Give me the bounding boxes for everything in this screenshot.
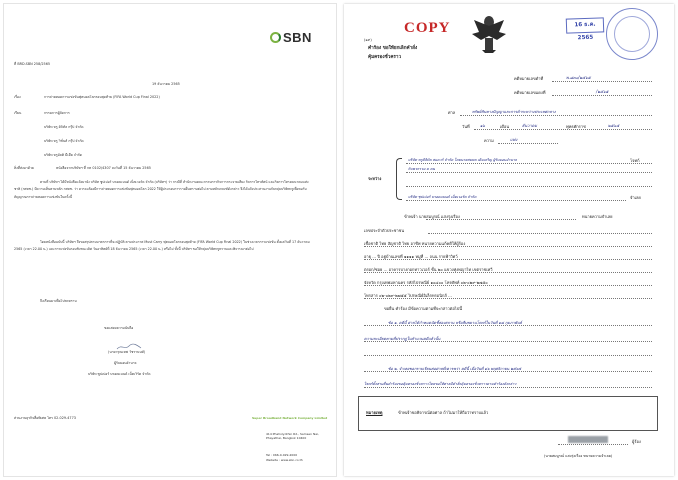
reference-number: ที่ BRD.SBN 258/2565 bbox=[14, 62, 51, 66]
race-row: เชื้อชาติ ไทย สัญชาติ ไทย อาชีพ ทนายความแก้คดีให้ผู้ร้อง bbox=[364, 241, 466, 246]
plaintiff-name: บริษัท ทรูดิจิทัล สแควร์ จำกัด โดยนายสมพล เติมเจริญ ผู้รับมอบอำนาจ bbox=[408, 158, 517, 162]
court-name: ทรัพย์สินทางปัญญาและการค้าระหว่างประเทศกลาง bbox=[472, 109, 556, 114]
form-number: (๑๙) bbox=[364, 38, 372, 42]
court-label: ศาล bbox=[448, 110, 456, 115]
signature-mark bbox=[116, 336, 142, 344]
recipient-4: บริษัท ทรูมัลติ มีเดีย จำกัด bbox=[44, 153, 82, 157]
signer-name: (นายวรุณเทพ วัชรานนท์) bbox=[108, 350, 146, 354]
applicant-line: ข้าพเจ้า นายสมบูรณ์ แสงรุ่งเรือง bbox=[404, 214, 460, 219]
footer-address: 414 Phaholyothin Rd., Samsen Nai, Phayathai, Bangkok 10400 bbox=[266, 432, 319, 441]
item-2: ข้อ ๒. จำเลยขอกราบเรียนต่อศาลที่เคารพว่า คดีนี้ เมื่อวันที่ ๑๖ พฤศจิกายน ๒๕๖๕ bbox=[388, 366, 522, 371]
red-case-number: /๒๕๖๕ bbox=[596, 89, 609, 94]
footer-tel: Tel : 066-0-029-2000 bbox=[266, 453, 298, 457]
court-form-page bbox=[344, 4, 674, 476]
logo-text: SBN bbox=[283, 30, 312, 45]
footer-website: Website : www.sbn.co.th bbox=[266, 458, 303, 462]
black-case-number: พ.๘๓๐/๒๕๖๕ bbox=[566, 75, 591, 80]
signer-name-line: (นายสมบูรณ์ แสงรุ่งเรือง ทนายความจำเลย) bbox=[544, 454, 613, 458]
between-bracket bbox=[396, 158, 402, 200]
subject-label: เรื่อง bbox=[14, 95, 21, 99]
date-day: ๑๖ bbox=[480, 123, 486, 128]
black-case-label: คดีหมายเลขดำที่ bbox=[514, 76, 544, 81]
enclosure-label: สิ่งที่ส่งมาด้วย bbox=[14, 166, 34, 170]
plaintiff-role: โจทก์ bbox=[630, 158, 640, 163]
applicant-role: ทนายความจำเลย bbox=[582, 214, 613, 219]
signer-company: บริษัท ซูปเปอร์ บรอดแบนด์ เน็ตเวิร์ค จำกัด bbox=[88, 372, 151, 376]
letter-page bbox=[4, 4, 336, 476]
lane-row: ตรอก/ซอย ... อาคารบางกอกทาวเวอร์ ชั้น ๒๐ แขวงทุ่งพญาไท เขตราชเทวี bbox=[364, 267, 493, 272]
case-type: แพ่ง bbox=[510, 137, 518, 142]
footer-company: Super Broadband Network Company Limited bbox=[252, 416, 328, 420]
defendant-name: บริษัท ซุปเปอร์ บรอดแบนด์ เน็ตเวอร์ค จำกัด bbox=[408, 195, 477, 199]
plaintiff-extra: กับพวกรวม ๓ คน bbox=[408, 167, 435, 171]
paragraph-3: จึงเรียนมาเพื่อโปรดทราบ bbox=[40, 299, 77, 303]
paragraph-2: โดยหนังสือฉบับนี้ บริษัทฯ จึงขอสรุปตามมาตรการที่จะปฏิบัติ ตามประกาศ Must Carry ฟุตบอลโลกรอบสุดท้าย (FIFA World Cup Final 2022) ในช่วงเวลาการแข่งขัน ตั้งแต่วันที่ 17 ธันวาคม 2565 (เวลา 22.00 น.) และการแข่งขันรอบชิงชนะเลิศ วันอาทิตย์ที่ 18 ธันวาคม 2565 (เวลา 22.00 น.) หรือไม่ ทั้งนี้ บริษัทฯ ขอให้กลุ่มบริษัททรูทราบและพิจารณาต่อไป bbox=[14, 240, 310, 252]
between-label: ระหว่าง bbox=[368, 176, 382, 181]
subject-text: การถ่ายทอดการแข่งขันฟุตบอลโลกรอบสุดท้าย (FIFA World Cup Final 2022) bbox=[44, 95, 160, 99]
contact-line: ส่วนงานธุรกิจสื่อพิเศษ โทร 02-029-4773 bbox=[14, 416, 76, 420]
red-case-label: คดีหมายเลขแดงที่ bbox=[514, 90, 546, 95]
item-1: ข้อ ๑. คดีนี้ ศาลได้กำหนดนัดชี้สองสถาน หรือสืบพยานโจทก์ในวันที่ ๑๘ กุมภาพันธ์ bbox=[388, 320, 522, 325]
case-type-label: ความ bbox=[484, 138, 494, 143]
item-1-cont: ความละเอียดตามที่ปรากฏในสำนวนคดีแล้วนั้น bbox=[364, 336, 441, 341]
recipient-2: บริษัท ทรู ดิจิทัล กรุ๊ป จำกัด bbox=[44, 125, 84, 129]
age-row: อายุ ... ปี อยู่บ้านเลขที่ ๑๑๑๑ หมู่ที่ ... ถนน รายฟ้าวิศว์ bbox=[364, 254, 458, 259]
enclosure-text: หนังสือจากบริษัทฯ ที่ กท 0102/4307 ลงวันที่ 15 ธันวาคม 2565 bbox=[56, 166, 151, 170]
recipient-3: บริษัท ทรู วิชั่นส์ กรุ๊ป จำกัด bbox=[44, 139, 84, 143]
form-title-2: คุ้มครองชั่วคราว bbox=[368, 55, 402, 60]
province-row: จังหวัด กรุงเทพมหานคร รหัสไปรษณีย์ ๑๐๔๐๐ โทรศัพท์ ๐๒-๐๒๙-๒๗๕๐ bbox=[364, 280, 488, 285]
garuda-emblem-icon bbox=[470, 14, 508, 54]
id-row: เลขประจำตัวประชาชน bbox=[364, 228, 405, 233]
date-month: ธันวาคม bbox=[522, 123, 537, 128]
sbn-logo-icon bbox=[270, 32, 281, 43]
paragraph-1: ตามที่ บริษัทฯ ได้มีหนังสือแจ้งมายัง บริษัท ซูปเปอร์ บรอดแบนด์ เน็ตเวอร์ค จำกัด (บริษัทฯ) ว่า กรณีที่ สำนักงานคณะกรรมการกิจการกระจายเสียง กิจการโทรทัศน์ และกิจการโทรคมนาคมแห่งชาติ (กสทช.) มีความเห็นตามหลัก กสทช. ว่า ควรจะต้องมีการถ่ายทอดการแข่งขันฟุตบอลโลก 2022 ให้ผู้ประกอบการรายอื่นทราบต่อไป ตามหลักเกณฑ์ดังกล่าว จึงได้แจ้งประสานงานกับกลุ่มบริษัททรูเพื่อขอรับสัญญาณการถ่ายทอดการแข่งขันในครั้งนี้ bbox=[14, 180, 309, 199]
closing: ขอแสดงความนับถือ bbox=[104, 326, 134, 330]
round-court-stamp bbox=[606, 8, 658, 60]
note-text: ข้าพเจ้าขอพิจารณ์ต่อศาล ถ้าไม่มาให้ถือว่าทราบแล้ว bbox=[398, 410, 489, 415]
submit-row: ขอยื่น คำร้อง มีข้อความตามที่จะกล่าวต่อไปนี้ bbox=[384, 306, 463, 311]
recipient-1: กรรมการผู้จัดการ bbox=[44, 111, 70, 115]
month-label: เดือน bbox=[500, 124, 510, 129]
year-label: พุทธศักราช bbox=[566, 124, 586, 129]
date-year: ๒๕๖๕ bbox=[608, 123, 620, 128]
sbn-logo bbox=[270, 30, 312, 45]
fax-row: โทรสาร ๐๒-๐๒๙-๒๗๕๕ ไปรษณีย์อิเล็กทรอนิกส์ ... bbox=[364, 293, 452, 298]
date-label: วันที่ bbox=[462, 124, 470, 129]
signer-role: ผู้ร้อง bbox=[632, 439, 641, 444]
form-title-1: คำร้อง ขอให้ยกเลิกคำสั่ง bbox=[368, 46, 418, 51]
note-label: หมายเหตุ bbox=[366, 410, 383, 415]
to-label: เรียน bbox=[14, 111, 22, 115]
date-stamp: 16 ธ.ค. 2565 bbox=[566, 17, 605, 33]
defendant-role: จำเลย bbox=[630, 195, 641, 200]
redacted-signature bbox=[568, 436, 608, 443]
copy-stamp: COPY bbox=[404, 20, 451, 36]
signer-title: ผู้รับมอบอำนาจ bbox=[114, 361, 137, 365]
letter-date: 19 ธันวาคม 2565 bbox=[152, 82, 180, 86]
item-2-cont: โจทก์ทั้งสามยื่นคำร้องขอคุ้มครองชั่วคราวโดยขอให้ศาลมีคำสั่งคุ้มครองชั่วคราวตามคำร้องดังกล่าว bbox=[364, 382, 517, 386]
